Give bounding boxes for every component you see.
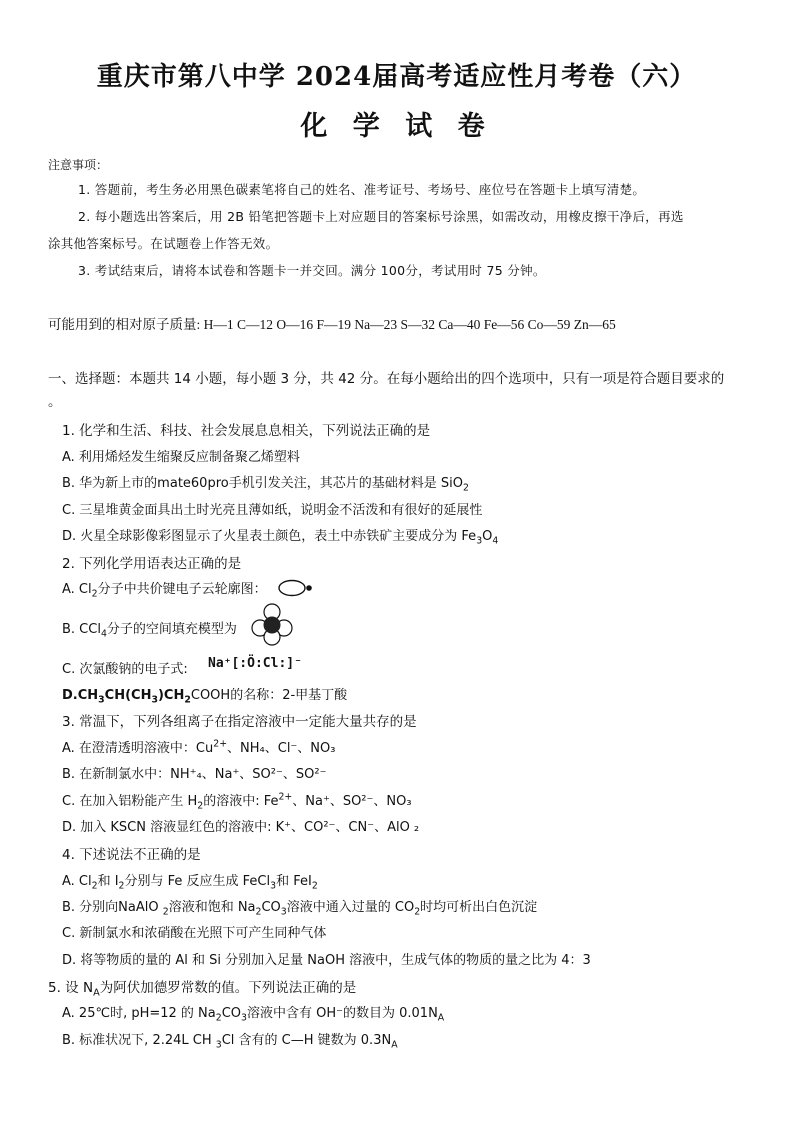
question-stem: 4. 下述说法不正确的是 bbox=[62, 847, 201, 863]
page-subtitle: 化 学 试 卷 bbox=[300, 111, 493, 142]
option-a: A. 在澄清透明溶液中：$Cu^{2+}$、NH₄、Cl⁻、NO₃ bbox=[62, 738, 336, 756]
note-item: 1. 答题前，考生务必用黑色碳素笔将自己的姓名、准考证号、考场号、座位号在答题卡上填写清楚。 bbox=[78, 182, 646, 197]
space-filling-model-icon bbox=[250, 603, 294, 647]
option-d: D. 将等物质的量的 Al 和 Si 分别加入足量 NaOH 溶液中，生成气体的物质的量之比为 4：3 bbox=[62, 953, 591, 968]
note-item: 3. 考试结束后，请将本试卷和答题卡一并交回。满分 100分，考试用时 75 分钟。 bbox=[78, 263, 546, 278]
option-d: $D.CH_3CH(CH_3)CH_2COOH$的名称：2-甲基丁酸 bbox=[62, 688, 348, 706]
note-item: 2. 每小题选出答案后，用 2B 铅笔把答题卡上对应题目的答案标号涂黑，如需改动，用橡皮擦干净后，再选 bbox=[78, 209, 684, 224]
page-title: 重庆市第八中学 2024届高考适应性月考卷（六） bbox=[96, 62, 697, 92]
notes-heading: 注意事项： bbox=[48, 158, 109, 172]
option-c: C. 在加入铝粉能产生 $H_2$的溶液中: $Fe^{2+}$、Na⁺、SO²⁻、NO₃ bbox=[62, 791, 412, 812]
option-b: B. 分别向NaAlO $_2$溶液和饱和 $Na_2CO_3$溶液中通入过量的 $CO_2$时均可析出白色沉淀 bbox=[62, 900, 538, 918]
option-c: C. 次氯酸钠的电子式: bbox=[62, 662, 188, 677]
option-d: D. 加入 KSCN 溶液显红色的溶液中: K⁺、CO²⁻、CN⁻、AlO ₂ bbox=[62, 820, 420, 835]
option-b: B. 标准状况下, 2.24L CH $_3$Cl 含有的 C—H 键数为 $0.3N_A$ bbox=[62, 1033, 398, 1051]
option-b: B. CCl$_4$分子的空间填充模型为 bbox=[62, 622, 237, 640]
question-stem: 5. 设 $N_A$为阿伏加德罗常数的值。下列说法正确的是 bbox=[48, 980, 357, 999]
option-a: A. $Cl_2$分子中共价键电子云轮廓图： bbox=[62, 582, 267, 600]
electron-formula: Na⁺[:Ö:Cl:]⁻ bbox=[208, 656, 302, 671]
option-a: A. 25℃时, pH=12 的 $Na_2CO_3$溶液中含有 OH⁻的数目为 $0.01N_A$ bbox=[62, 1006, 445, 1024]
section-heading-tail: 。 bbox=[48, 394, 62, 410]
question-stem: 3. 常温下，下列各组离子在指定溶液中一定能大量共存的是 bbox=[62, 714, 417, 730]
section-heading: 一、选择题：本题共 14 小题，每小题 3 分，共 42 分。在每小题给出的四个选项中，只有一项是符合题目要求的 bbox=[48, 371, 725, 387]
option-b: B. 华为新上市的mate60pro手机引发关注，其芯片的基础材料是 SiO$_2$ bbox=[62, 476, 469, 494]
option-a: A. 利用烯烃发生缩聚反应制备聚乙烯塑料 bbox=[62, 450, 300, 465]
note-item: 涂其他答案标号。在试题卷上作答无效。 bbox=[48, 236, 279, 251]
option-d: D. 火星全球影像彩图显示了火星表土颜色，表土中赤铁矿主要成分为 $Fe_3O_4$ bbox=[62, 529, 499, 547]
question-stem: 2. 下列化学用语表达正确的是 bbox=[62, 556, 242, 572]
question-stem: 1. 化学和生活、科技、社会发展息息相关，下列说法正确的是 bbox=[62, 423, 431, 439]
electron-cloud-icon bbox=[276, 578, 316, 598]
option-c: C. 三星堆黄金面具出土时光亮且薄如纸，说明金不活泼和有很好的延展性 bbox=[62, 503, 483, 518]
option-c: C. 新制氯水和浓硝酸在光照下可产生同种气体 bbox=[62, 926, 327, 941]
atomic-masses: 可能用到的相对原子质量: H—1 C—12 O—16 F—19 Na—23 S—32 Ca—40 Fe—56 Co—59 Zn—65 bbox=[48, 317, 616, 332]
option-b: B. 在新制氯水中：NH⁺₄、Na⁺、SO²⁻、SO²⁻ bbox=[62, 767, 327, 782]
option-a: A. $Cl_2$和 $I_2$分别与 Fe 反应生成 FeCl$_3$和 FeI$_2$ bbox=[62, 874, 318, 892]
